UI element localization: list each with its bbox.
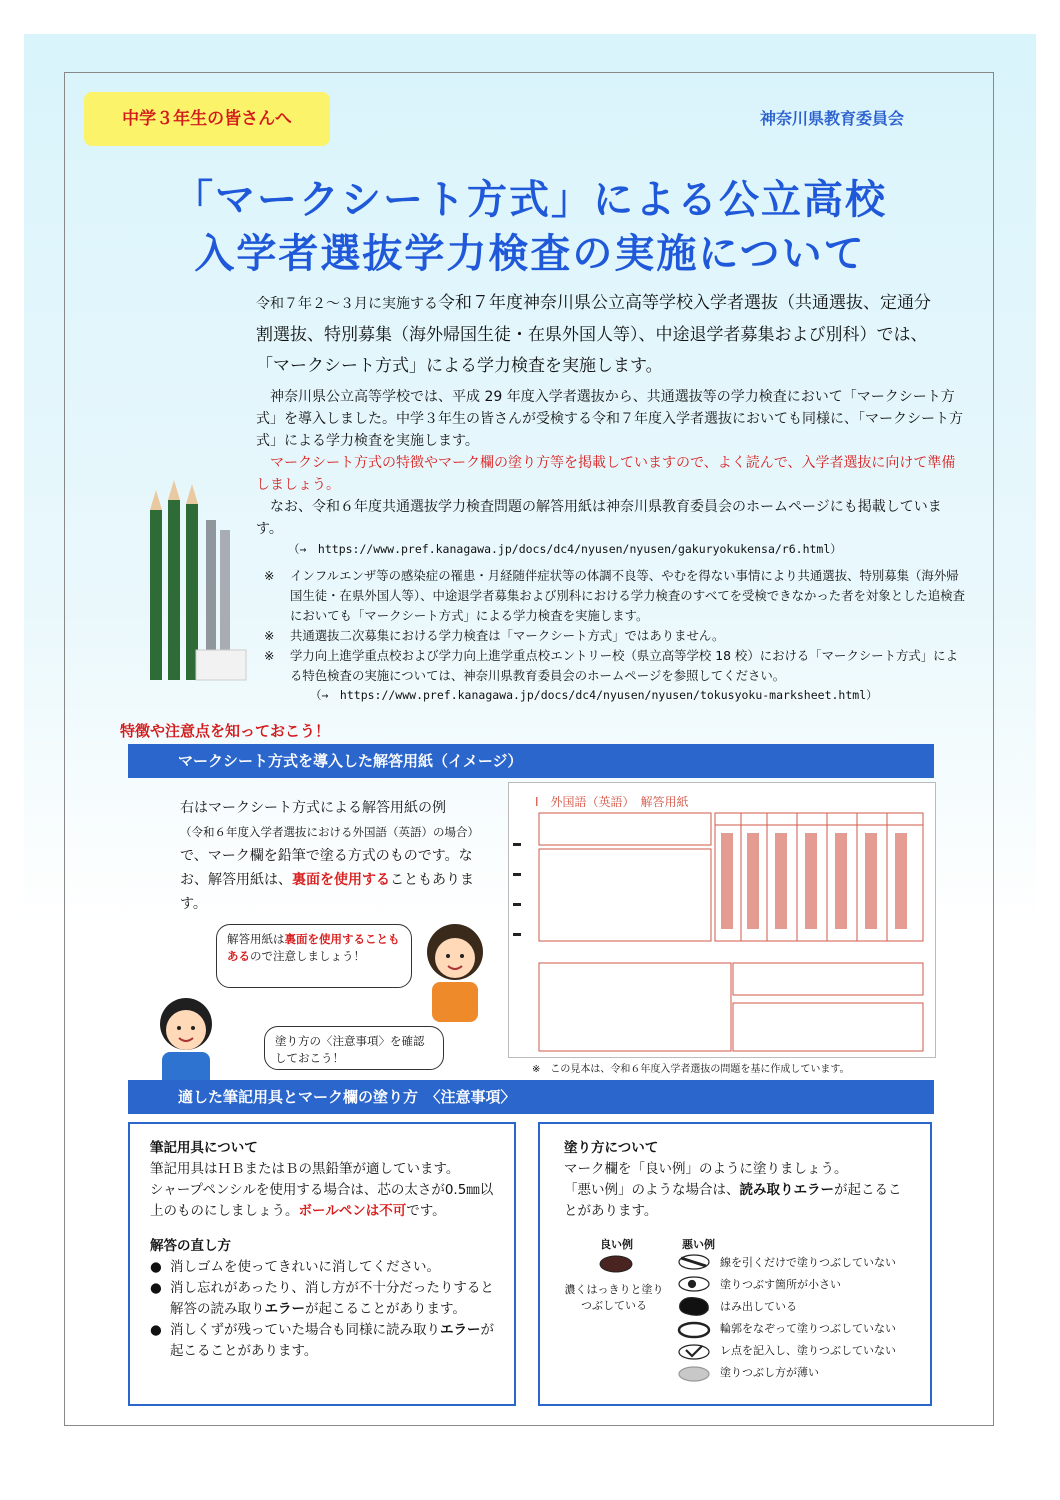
- good-mark-icon: [598, 1254, 634, 1274]
- answer-sheet-caption: ※ この見本は、令和６年度入学者選抜の問題を基に作成しています。: [532, 1064, 850, 1075]
- section-bar-answer-sheet: マークシート方式を導入した解答用紙（イメージ）: [128, 744, 934, 778]
- bad-example-list: [720, 1252, 896, 1384]
- body-p2-red: マークシート方式の特徴やマーク欄の塗り方等を掲載していますので、よく読んで、入学者選抜に向けて準備しましょう。: [256, 455, 956, 493]
- body-p1: 神奈川県公立高等学校では、平成 29 年度入学者選抜から、共通選抜等の学力検査において「マークシート方式」を導入しました。中学３年生の皆さんが受検する令和７年度入学者選抜においても同様に、「マークシート方式」による学力検査を実施します。: [256, 389, 963, 449]
- intro-rest: 令和７年度神奈川県公立高等学校入学者選抜（共通選抜、定通分割選抜、特別募集（海外帰国生徒・在県外国人等）、中途退学者募集および別科）では、「マークシート方式」による学力検査を実施します。: [256, 293, 931, 376]
- page-title-line1: 「マークシート方式」による公立高校: [173, 177, 887, 223]
- intro-lead: 令和７年２～３月に実施する: [256, 296, 438, 312]
- marking-heading: 塗り方について: [564, 1140, 659, 1156]
- correction-heading: 解答の直し方: [150, 1238, 231, 1254]
- bad-example-5: レ点を記入し、塗りつぶしていない: [720, 1344, 896, 1357]
- good-example-label: 良い例: [600, 1238, 633, 1251]
- girl-character-illustration: [410, 914, 500, 1024]
- good-example-desc: 濃くはっきりと塗りつぶしている: [564, 1283, 664, 1312]
- answer-sheet-title: Ⅰ 外国語（英語） 解答用紙: [535, 795, 689, 809]
- writing-tools-box: 筆記用具について 筆記用具はＨＢまたはＢの黒鉛筆が適しています。 シャープペンシルを使用する場合は、芯の太さが0.5㎜以上のものにしましょう。ボールペンは不可です。 解答の直し方 ● 消しゴムを使ってきれいに消してください。 ● 消し忘れがあったり、消し方が不十分だったりすると解答の読み取りエラーが起こることがあります。 ● 消しくずが残っていた場合も同様に読み取りエラーが起こることがあります。: [128, 1122, 516, 1406]
- girl-speech-bubble: 解答用紙は裏面を使用することもあるので注意しましょう！: [216, 924, 412, 988]
- bad-example-4: 輪郭をなぞって塗りつぶしていない: [720, 1322, 896, 1335]
- organization-name: 神奈川県教育委員会: [760, 109, 905, 128]
- writing-tools-heading: 筆記用具について: [150, 1140, 258, 1156]
- answer-sheet-graphic: [509, 783, 935, 1057]
- body-p3: なお、令和６年度共通選抜学力検査問題の解答用紙は神奈川県教育委員会のホームページにも掲載しています。: [256, 499, 942, 537]
- notes-list: [258, 566, 970, 704]
- boy-character-illustration: [136, 990, 236, 1090]
- bad-example-3: はみ出している: [720, 1300, 797, 1313]
- note-2: ※ 共通選抜二次募集における学力検査は「マークシート方式」ではありません。: [264, 628, 725, 643]
- boy-speech-bubble: 塗り方の〈注意事項〉を確認しておこう！: [264, 1026, 444, 1070]
- note-1: ※ インフルエンザ等の感染症の罹患・月経随伴症状等の体調不良等、やむを得ない事情により共通選抜、特別募集（海外帰国生徒・在県外国人等）、中途退学者募集および別科における学力検査のすべてを受検できなかった者を対象とした追検査においても「マークシート方式」による学力検査を実施します。: [264, 568, 966, 623]
- section-bar-writing-tools: 適した筆記用具とマーク欄の塗り方 〈注意事項〉: [128, 1080, 934, 1114]
- greeting-badge: 中学３年生の皆さんへ: [84, 92, 330, 146]
- answer-sheet-explanation: 右はマークシート方式による解答用紙の例 （令和６年度入学者選抜における外国語（英語）の場合） で、マーク欄を鉛筆で塗る方式のものです。なお、解答用紙は、裏面を使用することもあります。: [180, 800, 479, 912]
- bad-example-6: 塗りつぶし方が薄い: [720, 1366, 819, 1379]
- page-title-line2: 入学者選抜学力検査の実施について: [194, 231, 866, 277]
- correction-bullet-1: ● 消しゴムを使ってきれいに消してください。: [150, 1259, 440, 1275]
- correction-bullet-3: ● 消しくずが残っていた場合も同様に読み取りエラーが起こることがあります。: [150, 1322, 494, 1359]
- pencils-illustration: [140, 470, 250, 690]
- url-link-1[interactable]: （→ https://www.pref.kanagawa.jp/docs/dc4/nyusen/nyusen/gakuryokukensa/r6.html）: [288, 542, 842, 556]
- answer-sheet-sample: [508, 782, 936, 1058]
- section-subtitle: 特徴や注意点を知っておこう！: [120, 722, 331, 740]
- intro-paragraph: [256, 288, 946, 382]
- url-link-2[interactable]: （→ https://www.pref.kanagawa.jp/docs/dc4/nyusen/nyusen/tokusyoku-marksheet.html）: [310, 688, 878, 702]
- bad-example-1: 線を引くだけで塗りつぶしていない: [720, 1256, 896, 1269]
- note-3: ※ 学力向上進学重点校および学力向上進学重点校エントリー校（県立高等学校 18 校）における「マークシート方式」による特色検査の実施については、神奈川県教育委員会のホームページを参照してください。: [264, 648, 958, 683]
- bad-example-2: 塗りつぶす箇所が小さい: [720, 1278, 841, 1291]
- correction-bullet-2: ● 消し忘れがあったり、消し方が不十分だったりすると解答の読み取りエラーが起こることがあります。: [150, 1280, 494, 1317]
- body-text: [256, 386, 966, 558]
- marking-method-box: 塗り方について マーク欄を「良い例」のように塗りましょう。 「悪い例」のような場合は、読み取りエラーが起こることがあります。 良い例 濃くはっきりと塗りつぶしている 悪い例 線を引くだけで塗りつぶしていない 塗りつぶす箇所が小さい はみ出している 輪郭をなぞって塗りつぶしていない レ点を記入し、塗りつぶしていない 塗りつぶし方が薄い: [538, 1122, 932, 1406]
- bad-example-label: 悪い例: [682, 1238, 715, 1251]
- bad-marks-icons: [676, 1252, 712, 1402]
